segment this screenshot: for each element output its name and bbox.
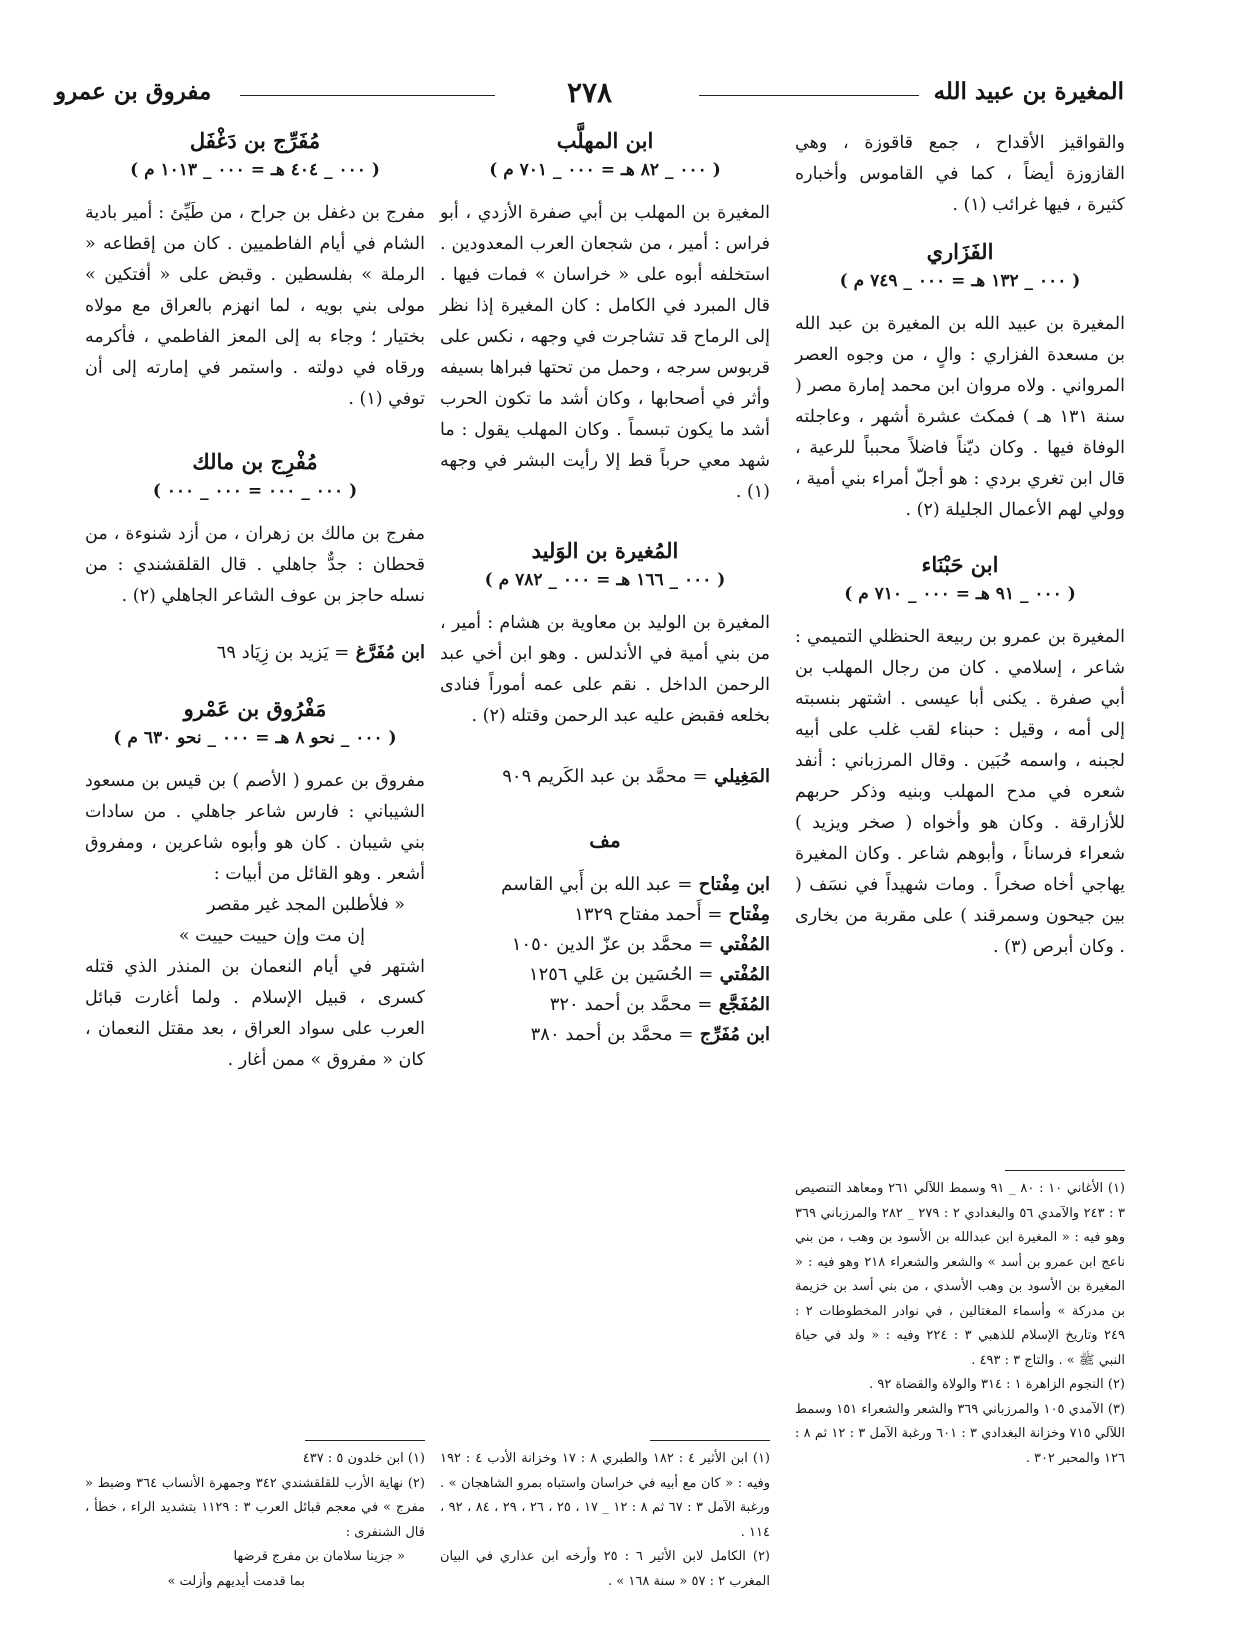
cross-reference-label: المُفْتي <box>719 964 770 985</box>
cross-reference-label: المُفْتي <box>719 934 770 955</box>
cross-reference-label: ابن مِفْتاح <box>698 874 770 895</box>
footnote: (١) الأغاني ١٠ : ٨٠ _ ٩١ وسمط اللآلي ٢٦١ ومعاهد التنصيص ٣ : ٢٤٣ والآمدي ٥٦ والبغدادي ٢ : ٢٧٩ _ ٢٨٢ والمرزباني ٣٦٩ وهو فيه : « المغيرة ابن عبدالله بن الأسود بن وهب ، من بني ناعج ابن عمرو بن أسد » والشعر والشعراء ٢١٨ وهو فيه : « المغيرة بن الأسود بن وهب الأسدي ، من بني أسد بن خزيمة بن مدركة » وأسماء المغتالين ، في نوادر المخطوطات ٢ : ٢٤٩ وتاريخ الإسلام للذهبي ٣ : ٢٢٤ وفيه : « ولد في حياة النبي ﷺ » . والتاج ٣ : ٤٩٣ . <box>795 1181 1126 1368</box>
cross-reference <box>440 930 770 960</box>
footnotes-middle <box>440 1440 770 1594</box>
footnote: (٢) النجوم الزاهرة ١ : ٣١٤ والولاة والقضاة ٩٢ . <box>869 1377 1125 1392</box>
cross-reference <box>440 870 770 900</box>
cross-reference <box>440 900 770 930</box>
verse-line: بما قدمت أيديهم وأزلت » <box>167 1573 305 1589</box>
column-right <box>795 128 1125 963</box>
entry-dates: ( ٠٠٠ _ ٩١ هـ = ٠٠٠ _ ٧١٠ م ) <box>844 584 1076 604</box>
entry-mufrij-malik <box>85 449 425 612</box>
entry-dates: ( ٠٠٠ _ ١٦٦ هـ = ٠٠٠ _ ٧٨٢ م ) <box>484 570 726 590</box>
footnote-rule <box>1005 1170 1125 1171</box>
cross-reference-target: = أَحمد مفتاح ١٣٢٩ <box>574 904 723 925</box>
header-left-title: مفروق بن عمرو <box>55 78 212 105</box>
footnote: (٢) الكامل لابن الأثير ٦ : ٢٥ وأرخه ابن عذاري في البيان المغرب ٢ : ٥٧ « سنة ١٦٨ » . <box>440 1549 770 1589</box>
entry-ibn-muhallab <box>440 128 770 508</box>
entry-title: مُفَرِّج بن دَغْفَل <box>189 128 321 153</box>
cross-reference <box>85 638 425 668</box>
page-number: ٢٧٨ <box>566 76 613 109</box>
cross-reference-target: = عبد الله بن أَبي القاسم <box>501 874 693 895</box>
footnote-rule <box>650 1440 770 1441</box>
header-rule-left <box>240 95 495 96</box>
entry-mufarrij-daghfal <box>85 128 425 415</box>
cross-reference-target: = محمَّد بن عبد الكَريم ٩٠٩ <box>502 766 708 787</box>
cross-reference-target: = محمَّد بن أحمد ٣٢٠ <box>549 994 713 1015</box>
cross-reference-list <box>440 870 770 1050</box>
entry-title: ابن حَبْنَاء <box>921 552 999 577</box>
footnote: (١) ابن الأثير ٤ : ١٨٢ والطبري ٨ : ١٧ وخزانة الأدب ٤ : ١٩٢ وفيه : « كان مع أبيه في خراسان واستباه بمرو الشاهجان » . ورغبة الآمل ٣ : ٦٧ ثم ٨ : ١٢ _ ١٧ ، ٢٥ ، ٢٦ ، ٢٩ ، ٨٤ ، ٩٢ ، ١١٤ . <box>440 1451 770 1540</box>
entry-fazari <box>795 239 1125 526</box>
footnotes-right <box>795 1170 1125 1471</box>
entry-dates: ( ٠٠٠ _ ٨٢ هـ = ٠٠٠ _ ٧٠١ م ) <box>489 160 721 180</box>
cross-reference <box>440 762 770 792</box>
header-right-title: المغيرة بن عبيد الله <box>933 78 1124 105</box>
entry-title: المُغيرة بن الوَليد <box>531 538 679 563</box>
entry-body: المغيرة بن عمرو بن ربيعة الحنظلي التميمي : شاعر ، إسلامي . كان من رجال المهلب بن أبي صفرة . يكنى أبا عيسى . اشتهر بنسبته إلى أمه ، وقيل : حبناء لقب غلب على أبيه لجبنه ، واسمه حُبَين . وقال المرزباني : أنفد شعره في مدح المهلب وبنيه وذكر حربهم للأزارقة . وكان هو وأخواه ( صخر ويزيد ) شعراء فرساناً ، وأبوهم شاعر . وكان المغيرة يهاجي أخاه صخراً . ومات شهيداً في نسَف ( بين جيحون وسمرقند ) على مقربة من بخارى . وكان أبرص (٣) . <box>795 627 1125 957</box>
cross-reference-label: المَغِيلي <box>714 766 770 787</box>
cross-reference-label: ابن مُفَرَّغ <box>355 642 425 663</box>
entry-body: اشتهر في أيام النعمان بن المنذر الذي قتله كسرى ، قبيل الإسلام . ولما أغارت قبائل العرب على سواد العراق ، بعد مقتل النعمان ، كان « مفروق » ممن أغار . <box>85 957 425 1070</box>
footnote: (٢) نهاية الأرب للقلقشندي ٣٤٢ وجمهرة الأنساب ٣٦٤ وضبط « مفرج » في معجم قبائل العرب ٣ : ١١٢٩ بتشديد الراء ، خطأ ، قال الشنفرى : <box>85 1475 426 1540</box>
cross-reference <box>440 1020 770 1050</box>
continuation-text: والقواقيز الأقداح ، جمع قاقوزة ، وهي القازوزة أيضاً ، كما في القاموس وأخباره كثيرة ، فيها غرائب (١) . <box>795 133 1125 215</box>
entry-dates: ( ٠٠٠ _ ٤٠٤ هـ = ٠٠٠ _ ١٠١٣ م ) <box>130 160 380 180</box>
entry-mafruq-amr <box>85 696 425 1076</box>
entry-title: ابن المهلَّب <box>556 128 654 153</box>
cross-reference-target: = محمَّد بن عزّ الدين ١٠٥٠ <box>511 934 714 955</box>
cross-reference <box>440 990 770 1020</box>
entry-body: المغيرة بن عبيد الله بن المغيرة بن عبد الله بن مسعدة الفزاري : والٍ ، من وجوه العصر المرواني . ولاه مروان ابن محمد إمارة مصر ( سنة ١٣١ هـ ) فمكث عشرة أشهر ، وعاجلته الوفاة فيها . وكان ديّناً فاضلاً محبباً للرعية ، قال ابن تغري بردي : هو أجلّ أمراء بني أمية ، وولي لهم الأعمال الجليلة (٢) . <box>795 314 1126 520</box>
entry-body: المغيرة بن الوليد بن معاوية بن هشام : أمير ، من بني أمية في الأندلس . وهو ابن أخي عبد الرحمن الداخل . نقم على عمه أموراً فنادى بخلعه فقبض عليه عبد الرحمن وقتله (٢) . <box>440 613 770 726</box>
entry-dates: ( ٠٠٠ _ ١٣٢ هـ = ٠٠٠ _ ٧٤٩ م ) <box>839 271 1081 291</box>
cross-reference-label: مِفْتاح <box>728 904 770 925</box>
entry-body: مفروق بن عمرو ( الأصم ) بن قيس بن مسعود الشيباني : فارس شاعر جاهلي . من سادات بني شيبان . كان هو وأبوه شاعرين ، ومفروق أشعر . وهو القائل من أبيات : <box>85 771 425 884</box>
footnote: (١) ابن خلدون ٥ : ٤٣٧ <box>302 1451 425 1466</box>
footnote-rule <box>305 1440 425 1441</box>
entry-dates: ( ٠٠٠ _ نحو ٨ هـ = ٠٠٠ _ نحو ٦٣٠ م ) <box>113 728 397 748</box>
section-heading: مف <box>589 828 621 852</box>
cross-reference-target: = يَزيد بن زِيَاد ٦٩ <box>216 642 350 663</box>
entry-dates: ( ٠٠٠ _ ٠٠٠ = ٠٠٠ _ ٠٠٠ ) <box>152 481 358 501</box>
cross-reference-label: ابن مُفَرِّج <box>699 1024 770 1045</box>
verse-line: إن مت وإن حييت حييت » <box>178 926 365 946</box>
column-left <box>85 128 425 1076</box>
entry-title: مُفْرِج بن مالك <box>192 449 318 474</box>
column-middle <box>440 128 770 1050</box>
entry-title: مَفْرُوق بن عَمْرو <box>183 696 327 721</box>
footnotes-left <box>85 1440 425 1594</box>
cross-reference-label: المُفَجَّع <box>718 994 770 1015</box>
entry-title: الفَزَاري <box>926 239 994 264</box>
page-header <box>55 78 1124 122</box>
entry-ibn-habna <box>795 552 1125 963</box>
entry-body: مفرج بن مالك بن زهران ، من أزد شنوءة ، من قحطان : جدٌّ جاهلي . قال القلقشندي : من نسله حاجز بن عوف الشاعر الجاهلي (٢) . <box>85 524 425 606</box>
entry-mughira-walid <box>440 538 770 732</box>
verse-line: « جزينا سلامان بن مفرج قرضها <box>233 1549 405 1564</box>
cross-reference-target: = الحُسَين بن عَلي ١٢٥٦ <box>528 964 714 985</box>
entry-body: مفرج بن دغفل بن جراح ، من طَيِّئ : أمير بادية الشام في أيام الفاطميين . كان من إقطاعه « الرملة » بفلسطين . وقبض على « أفتكين » مولى بني بويه ، لما انهزم بالعراق مع مولاه بختيار ؛ وجاء به إلى المعز الفاطمي ، فأكرمه ورقاه في دولته . واستمر في إمارته إلى أن توفي (١) . <box>85 203 425 409</box>
footnote: (٣) الآمدي ١٠٥ والمرزباني ٣٦٩ والشعر والشعراء ١٥١ وسمط اللآلي ٧١٥ وخزانة البغدادي ٣ : ٦٠١ ورغبة الآمل ٣ : ١٢ ثم ٨ : ١٢٦ والمحبر ٣٠٢ . <box>795 1401 1126 1466</box>
cross-reference <box>440 960 770 990</box>
verse-line: « فلأطلبن المجد غير مقصر <box>206 895 405 915</box>
header-rule-right <box>699 95 919 96</box>
cross-reference-target: = محمَّد بن أحمد ٣٨٠ <box>530 1024 694 1045</box>
entry-body: المغيرة بن المهلب بن أبي صفرة الأزدي ، أبو فراس : أمير ، من شجعان العرب المعدودين . استخلفه أبوه على « خراسان » فمات فيها . قال المبرد في الكامل : كان المغيرة إذا نظر إلى الرماح قد تشاجرت في وجهه ، نكس على قربوس سرجه ، وحمل من تحتها فبراها بسيفه وأثر في أصحابها ، وكان أشد ما تكون الحرب أشد ما يكون تبسماً . وكان المهلب يقول : ما شهد معي حرباً قط إلا رأيت البشر في وجهه (١) . <box>440 203 770 502</box>
